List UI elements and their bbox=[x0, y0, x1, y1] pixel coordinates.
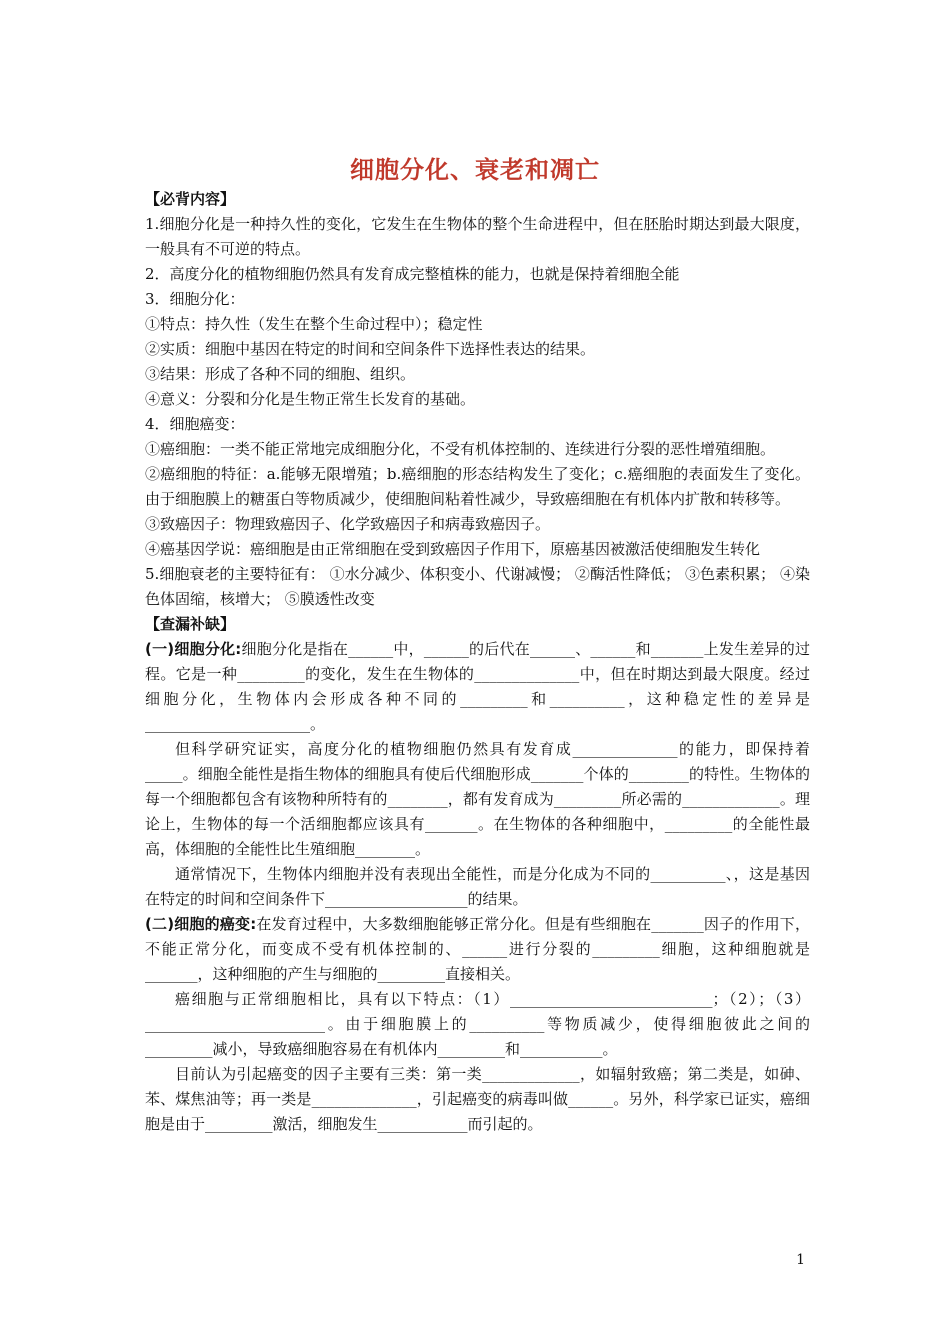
paragraph: ③致癌因子：物理致癌因子、化学致癌因子和病毒致癌因子。 bbox=[145, 515, 551, 533]
paragraph-cell-cancer bbox=[145, 912, 810, 987]
paragraph: 2．高度分化的植物细胞仍然具有发育成完整植株的能力，也就是保持着细胞全能 bbox=[145, 265, 680, 283]
paragraph: 目前认为引起癌变的因子主要有三类：第一类_____________，如辐射致癌；第二类是，如砷、苯、煤焦油等；再一类是______________，引起癌变的病毒叫做______。另外，科学家已证实，癌细胞是由于_________激活，细胞发生____________而引起的。 bbox=[145, 1065, 810, 1133]
paragraph: ②实质：细胞中基因在特定的时间和空间条件下选择性表达的结果。 bbox=[145, 340, 596, 358]
subsection-label: (二)细胞的癌变: bbox=[145, 915, 257, 933]
page-number: 1 bbox=[796, 1252, 805, 1268]
page-title: 细胞分化、衰老和凋亡 bbox=[350, 156, 600, 184]
section-heading-fill-gaps: 【查漏补缺】 bbox=[145, 615, 236, 633]
paragraph-text: 细胞分化是指在______中，______的后代在______、______和_______上发生差异的过程。它是一种_________的变化，发生在生物体的______________中，但在时期达到最大限度。经过细胞分化，生物体内会形成各种不同的_________和__________，这种稳定性的差异是______________________。 bbox=[145, 640, 810, 733]
paragraph: ②癌细胞的特征：a.能够无限增殖；b.癌细胞的形态结构发生了变化；c.癌细胞的表面发生了变化。由于细胞膜上的糖蛋白等物质减少，使细胞间粘着性减少，导致癌细胞在有机体内扩散和转移等。 bbox=[145, 465, 810, 508]
subsection-label: (一)细胞分化: bbox=[145, 640, 242, 658]
paragraph: 通常情况下，生物体内细胞并没有表现出全能性，而是分化成为不同的__________、，这是基因在特定的时间和空间条件下___________________的结果。 bbox=[145, 865, 810, 908]
paragraph: 1.细胞分化是一种持久性的变化，它发生在生物体的整个生命进程中，但在胚胎时期达到最大限度，一般具有不可逆的特点。 bbox=[145, 215, 810, 258]
paragraph: ④癌基因学说：癌细胞是由正常细胞在受到致癌因子作用下，原癌基因被激活使细胞发生转化 bbox=[145, 540, 761, 558]
paragraph: ③结果：形成了各种不同的细胞、组织。 bbox=[145, 365, 416, 383]
paragraph: 癌细胞与正常细胞相比，具有以下特点：（1）___________________________；（2）；（3）________________________。由于细胞膜上的__________等物质减少，使得细胞彼此之间的_________减小，导致癌细胞容易在有机体内_________和___________。 bbox=[145, 990, 810, 1058]
document-body bbox=[145, 187, 810, 1137]
paragraph: 5.细胞衰老的主要特征有： ①水分减少、体积变小、代谢减慢； ②酶活性降低； ③色素积累； ④染色体固缩，核增大； ⑤膜透性改变 bbox=[145, 565, 810, 608]
paragraph: 但科学研究证实，高度分化的植物细胞仍然具有发育成______________的能力，即保持着_____。细胞全能性是指生物体的细胞具有使后代细胞形成_______个体的________的特性。生物体的每一个细胞都包含有该物种所特有的________，都有发育成为_________所必需的_____________。理论上，生物体的每一个活细胞都应该具有_______。在生物体的各种细胞中，_________的全能性最高，体细胞的全能性比生殖细胞________。 bbox=[145, 740, 810, 858]
section-heading-must-memorize: 【必背内容】 bbox=[145, 190, 236, 208]
paragraph: ①特点：持久性（发生在整个生命过程中）；稳定性 bbox=[145, 315, 483, 333]
paragraph-cell-differentiation bbox=[145, 637, 810, 737]
paragraph: ①癌细胞：一类不能正常地完成细胞分化，不受有机体控制的、连续进行分裂的恶性增殖细胞。 bbox=[145, 440, 776, 458]
paragraph: 3．细胞分化： bbox=[145, 290, 245, 308]
paragraph: 4．细胞癌变： bbox=[145, 415, 245, 433]
paragraph-text: 在发育过程中，大多数细胞能够正常分化。但是有些细胞在_______因子的作用下，不能正常分化，而变成不受有机体控制的、______进行分裂的_________细胞，这种细胞就是_______，这种细胞的产生与细胞的_________直接相关。 bbox=[145, 915, 810, 983]
paragraph: ④意义：分裂和分化是生物正常生长发育的基础。 bbox=[145, 390, 476, 408]
